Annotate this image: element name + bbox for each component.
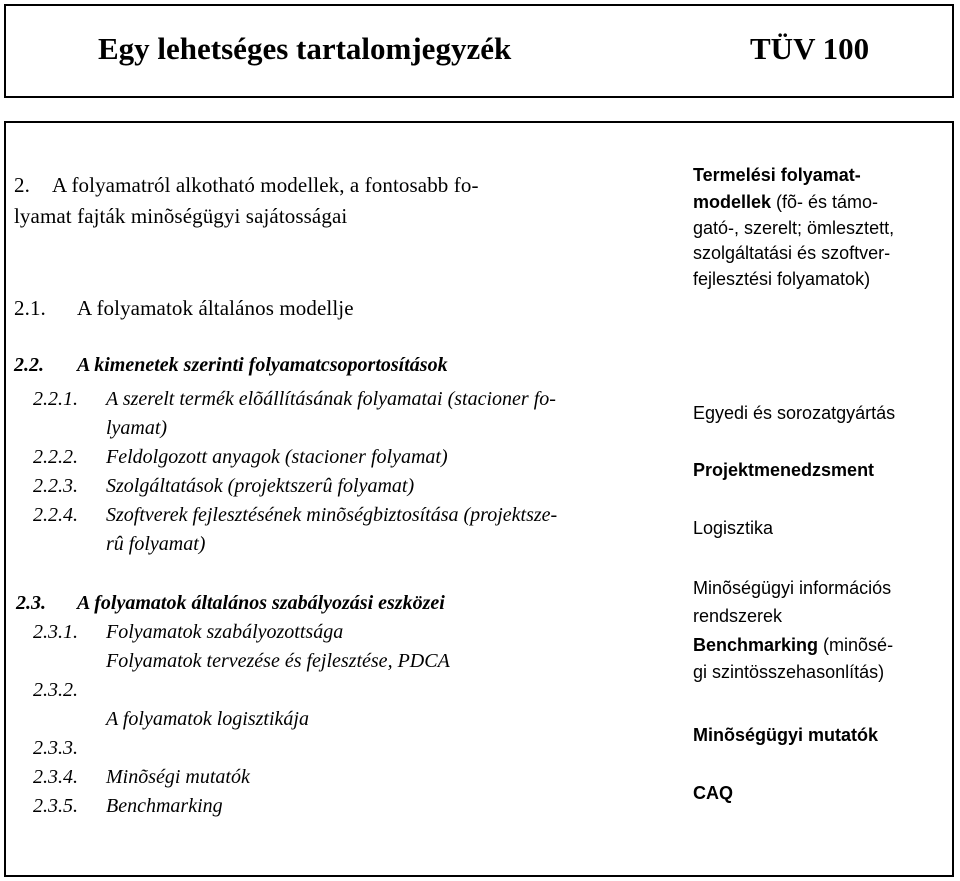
section-2-2-2-title: Feldolgozott anyagok (stacioner folyamat) — [106, 446, 448, 468]
chapter-title-line1: A folyamatról alkotható modellek, a fontosabb fo- — [52, 173, 479, 197]
section-2-2-1-title-line1: A szerelt termék elõállításának folyamatai (stacioner fo- — [106, 388, 556, 410]
section-2-3-2-title: A folyamatok logisztikája — [106, 708, 309, 730]
chapter-number: 2. — [14, 173, 30, 197]
section-2-2-4-title-line2: rû folyamat) — [106, 533, 206, 555]
section-2-3-2-number: 2.3.2. — [33, 679, 78, 701]
section-2-3-5-title: Benchmarking — [106, 795, 223, 817]
note-production-models-line3: gató-, szerelt; ömlesztett, — [693, 218, 895, 238]
note-caq: CAQ — [693, 783, 733, 803]
section-2-2-3-title: Szolgáltatások (projektszerû folyamat) — [106, 475, 415, 497]
section-2-2-1-number: 2.2.1. — [33, 388, 78, 410]
note-production-models-line5: fejlesztési folyamatok) — [693, 269, 871, 289]
note-unit-and-series: Egyedi és sorozatgyártás — [693, 403, 896, 423]
note-logistics: Logisztika — [693, 518, 774, 538]
note-benchmarking-line1 — [693, 636, 893, 654]
section-2-3-title: A folyamatok általános szabályozási eszközei — [77, 592, 445, 614]
section-2-2-4-number: 2.2.4. — [33, 504, 78, 526]
section-2-3-1-number: 2.3.1. — [33, 621, 78, 643]
note-quality-info-line1: Minõségügyi információs — [693, 578, 892, 598]
note-benchmarking-rest: (minõsé- — [818, 635, 894, 655]
section-2-2-4-title-line1: Szoftverek fejlesztésének minõségbiztosítása (projektsze- — [106, 504, 558, 526]
note-quality-info-line2: rendszerek — [693, 606, 783, 626]
document-code: TÜV 100 — [750, 31, 870, 66]
note-production-models-rest: (fõ- és támo- — [771, 192, 879, 212]
section-2-2-2-number: 2.2.2. — [33, 446, 78, 468]
section-2-3-4-title: Minõségi mutatók — [106, 766, 250, 788]
section-2-1-number: 2.1. — [14, 296, 46, 320]
note-benchmarking-line2: gi szintösszehasonlítás) — [693, 662, 885, 682]
section-2-2-number: 2.2. — [14, 354, 44, 376]
note-quality-indicators: Minõségügyi mutatók — [693, 725, 879, 745]
note-production-models-line4: szolgáltatási és szoftver- — [693, 243, 891, 263]
section-2-3-number: 2.3. — [16, 592, 46, 614]
note-production-models-bold-1: Termelési folyamat- — [693, 165, 861, 185]
note-project-management: Projektmenedzsment — [693, 460, 875, 480]
section-2-3-4-number: 2.3.4. — [33, 766, 78, 788]
section-2-3-1-subtitle: Folyamatok tervezése és fejlesztése, PDCA — [106, 650, 450, 672]
section-2-2-title: A kimenetek szerinti folyamatcsoportosítások — [77, 354, 448, 376]
note-production-models-bold-2: modellek — [693, 192, 772, 212]
chapter-title-line2: lyamat fajták minõségügyi sajátosságai — [14, 204, 348, 228]
note-production-models-line2 — [693, 193, 878, 211]
section-2-3-1-title: Folyamatok szabályozottsága — [106, 621, 344, 643]
note-benchmarking-bold: Benchmarking — [693, 635, 819, 655]
section-2-2-1-title-line2: lyamat) — [106, 417, 168, 439]
section-2-1-title: A folyamatok általános modellje — [77, 296, 354, 320]
section-2-2-3-number: 2.2.3. — [33, 475, 78, 497]
section-2-3-5-number: 2.3.5. — [33, 795, 78, 817]
section-2-3-3-number: 2.3.3. — [33, 737, 78, 759]
document-title: Egy lehetséges tartalomjegyzék — [98, 31, 512, 66]
